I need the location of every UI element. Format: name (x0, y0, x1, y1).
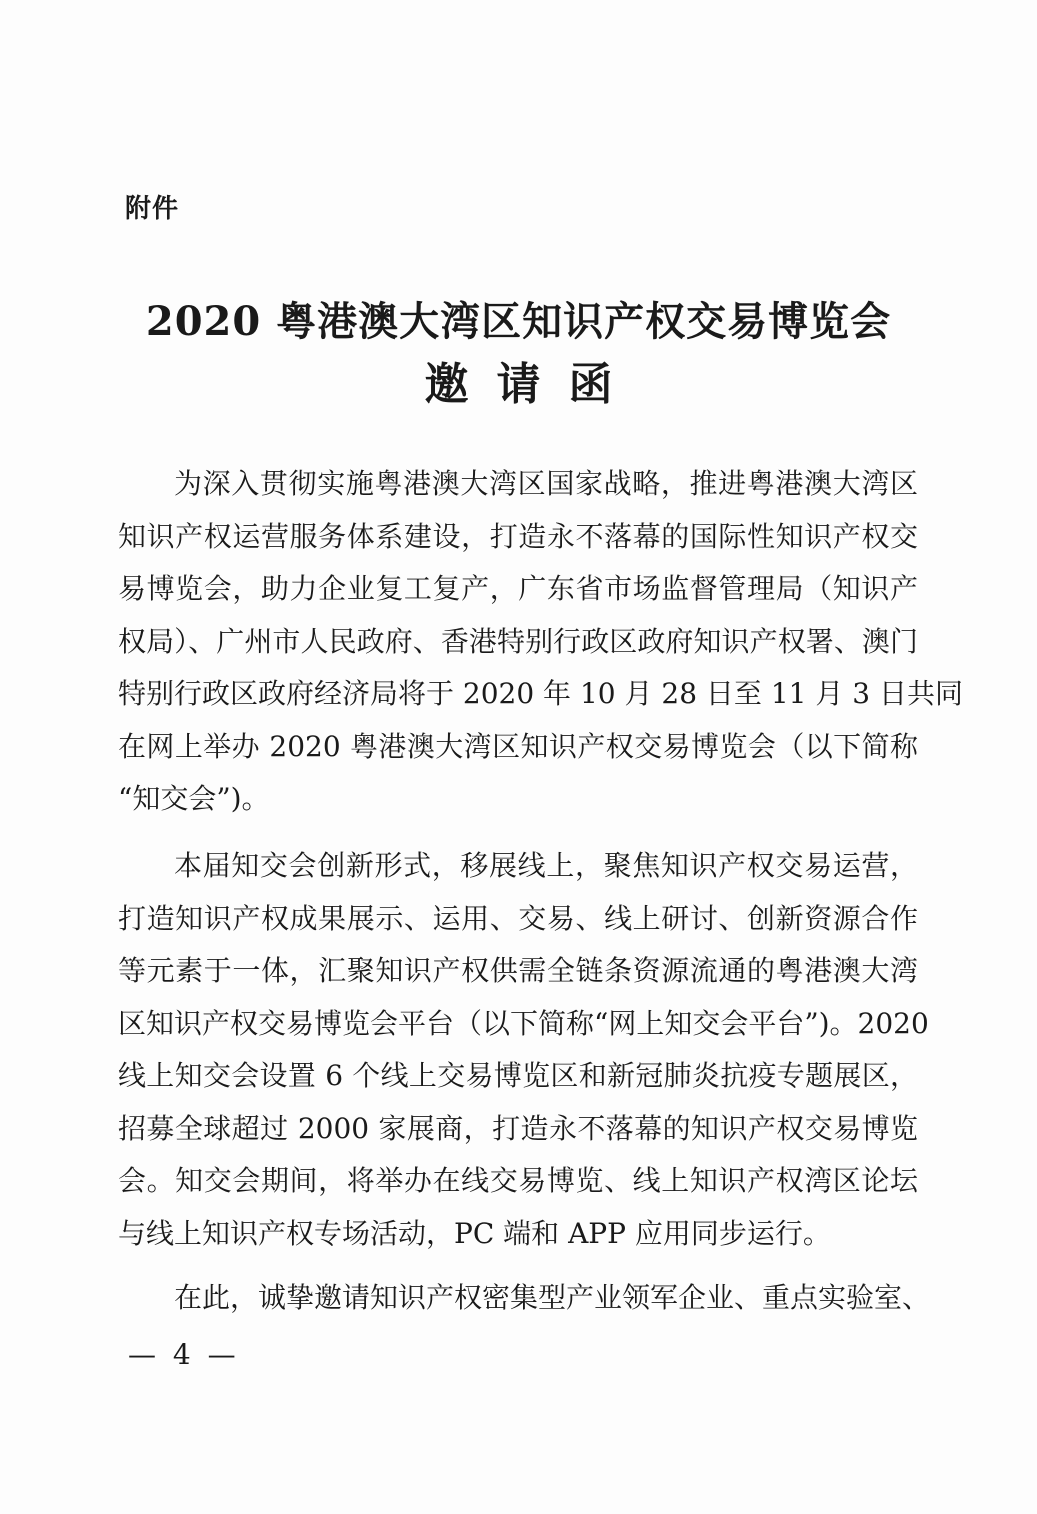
document-subtitle: 邀请函 (424, 359, 641, 410)
paragraph-line: “知交会”)。 (118, 782, 270, 815)
paragraph-1 (118, 458, 963, 826)
document-title: 2020 粤港澳大湾区知识产权交易博览会 (145, 298, 892, 345)
paragraph-line: 招募全球超过 2000 家展商，打造永不落幕的知识产权交易博览 (118, 1111, 918, 1145)
paragraph-line: 打造知识产权成果展示、运用、交易、线上研讨、创新资源合作 (118, 901, 918, 935)
paragraph-line: 与线上知识产权专场活动，PC 端和 APP 应用同步运行。 (118, 1216, 831, 1250)
paragraph-2 (118, 840, 929, 1260)
paragraph-line: 区知识产权交易博览会平台（以下简称“网上知交会平台”)。2020 (118, 1006, 929, 1040)
paragraph-line: 在此，诚挚邀请知识产权密集型产业领军企业、重点实验室、 (174, 1281, 931, 1314)
paragraph-line: 会。知交会期间，将举办在线交易博览、线上知识产权湾区论坛 (118, 1164, 918, 1197)
attachment-label: 附件 (125, 194, 180, 224)
paragraph-line: 本届知交会创新形式，移展线上，聚焦知识产权交易运营， (174, 849, 918, 882)
page-number: — 4 — (128, 1338, 240, 1371)
paragraph-line: 知识产权运营服务体系建设，打造永不落幕的国际性知识产权交 (118, 519, 918, 553)
paragraph-line: 易博览会，助力企业复工复产，广东省市场监督管理局（知识产 (118, 572, 918, 605)
paragraph-line: 特别行政区政府经济局将于 2020 年 10 月 28 日至 11 月 3 日共同 (118, 677, 963, 710)
paragraph-3 (118, 1272, 931, 1325)
paragraph-line: 等元素于一体，汇聚知识产权供需全链条资源流通的粤港澳大湾 (118, 954, 918, 987)
paragraph-line: 权局）、广州市人民政府、香港特别行政区政府知识产权署、澳门 (118, 624, 918, 658)
paragraph-line: 为深入贯彻实施粤港澳大湾区国家战略，推进粤港澳大湾区 (174, 467, 918, 500)
paragraph-line: 线上知交会设置 6 个线上交易博览区和新冠肺炎抗疫专题展区， (118, 1059, 918, 1092)
paragraph-line: 在网上举办 2020 粤港澳大湾区知识产权交易博览会（以下简称 (118, 729, 918, 763)
